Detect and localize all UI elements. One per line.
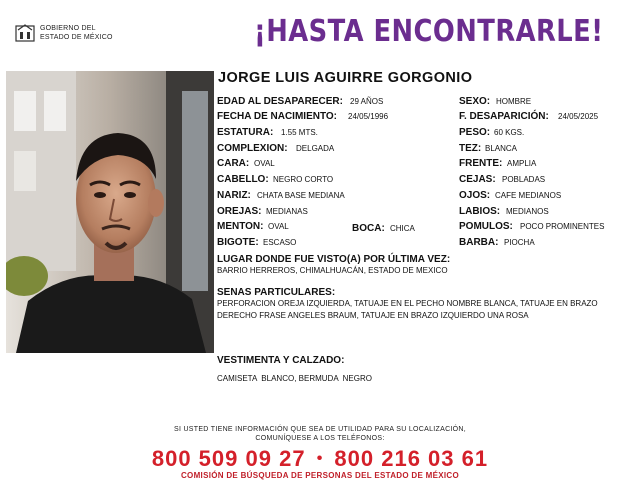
government-logo: [14, 20, 114, 44]
commission-name: COMISIÓN DE BÚSQUEDA DE PERSONAS DEL ESTADO DE MÉXICO: [180, 471, 459, 480]
phone-separator: •: [316, 450, 324, 467]
person-photo: [6, 71, 214, 353]
state-seal-icon: [14, 22, 36, 44]
frente-label: FRENTE:: [459, 158, 503, 169]
boca-value: CHICA: [390, 224, 415, 233]
gov-line-2: ESTADO DE MÉXICO: [40, 34, 113, 41]
cejas-label: CEJAS:: [459, 174, 496, 185]
headline: ¡HASTA ENCONTRARLE!: [254, 14, 604, 49]
nariz-value: CHATA BASE MEDIANA: [257, 191, 345, 200]
complexion-label: COMPLEXION:: [217, 143, 288, 154]
edad-value: 29 AÑOS: [350, 97, 384, 106]
footer-note-line-1: SI USTED TIENE INFORMACIÓN QUE SEA DE UTILIDAD PARA SU LOCALIZACIÓN,: [173, 426, 467, 433]
senas-value: PERFORACION OREJA IZQUIERDA, TATUAJE EN EL PECHO NOMBRE BLANCA, TATUAJE EN BRAZO DERECHO FRASE ANGELES BRAUM, TATUAJE EN BRAZO IZQUIERDO UNA ROSA: [217, 299, 598, 320]
estatura-value: 1.55 MTS.: [281, 128, 318, 137]
cabello-label: CABELLO:: [217, 174, 269, 185]
lugar-value: BARRIO HERREROS, CHIMALHUACÁN, ESTADO DE MEXICO: [217, 266, 448, 275]
vestimenta-value: CAMISETA BLANCO, BERMUDA NEGRO: [217, 374, 372, 383]
nariz-label: NARIZ:: [217, 190, 251, 201]
menton-label: MENTON:: [217, 221, 264, 232]
labios-value: MEDIANOS: [506, 207, 549, 216]
pomulos-value: POCO PROMINENTES: [520, 222, 605, 231]
edad-label: EDAD AL DESAPARECER:: [217, 96, 343, 107]
nacimiento-label: FECHA DE NACIMIENTO:: [217, 111, 337, 122]
bigote-value: ESCASO: [263, 238, 297, 247]
tez-label: TEZ:: [459, 143, 482, 154]
senas-label: SENAS PARTICULARES:: [217, 287, 336, 298]
phone-2[interactable]: 800 216 03 61: [334, 446, 489, 471]
peso-label: PESO:: [459, 127, 491, 138]
pomulos-label: POMULOS:: [459, 221, 513, 232]
lugar-label: LUGAR DONDE FUE VISTO(A) POR ÚLTIMA VEZ:: [217, 254, 451, 265]
phone-1[interactable]: 800 509 09 27: [151, 446, 306, 471]
labios-label: LABIOS:: [459, 206, 501, 217]
gov-line-1: GOBIERNO DEL: [40, 25, 96, 32]
cejas-value: POBLADAS: [502, 175, 546, 184]
desaparicion-value: 24/05/2025: [558, 112, 599, 121]
cara-value: OVAL: [254, 159, 275, 168]
ojos-label: OJOS:: [459, 190, 491, 201]
barba-value: PIOCHA: [504, 238, 535, 247]
boca-label: BOCA:: [352, 223, 385, 234]
sexo-label: SEXO:: [459, 96, 491, 107]
orejas-label: OREJAS:: [217, 206, 262, 217]
person-name: JORGE LUIS AGUIRRE GORGONIO: [218, 70, 473, 86]
sexo-value: HOMBRE: [496, 97, 532, 106]
cara-label: CARA:: [217, 158, 250, 169]
nacimiento-value: 24/05/1996: [348, 112, 389, 121]
estatura-label: ESTATURA:: [217, 127, 274, 138]
peso-value: 60 KGS.: [494, 128, 525, 137]
frente-value: AMPLIA: [507, 159, 537, 168]
vestimenta-label: VESTIMENTA Y CALZADO:: [217, 355, 345, 366]
orejas-value: MEDIANAS: [266, 207, 308, 216]
menton-value: OVAL: [268, 222, 289, 231]
desaparicion-label: F. DESAPARICIÓN:: [459, 111, 549, 122]
footer-note-line-2: COMUNÍQUESE A LOS TELÉFONOS:: [255, 435, 385, 442]
phone-numbers: [0, 446, 640, 472]
cabello-value: NEGRO CORTO: [273, 175, 334, 184]
barba-label: BARBA:: [459, 237, 499, 248]
complexion-value: DELGADA: [296, 144, 335, 153]
tez-value: BLANCA: [485, 144, 518, 153]
bigote-label: BIGOTE:: [217, 237, 259, 248]
ojos-value: CAFE MEDIANOS: [495, 191, 562, 200]
